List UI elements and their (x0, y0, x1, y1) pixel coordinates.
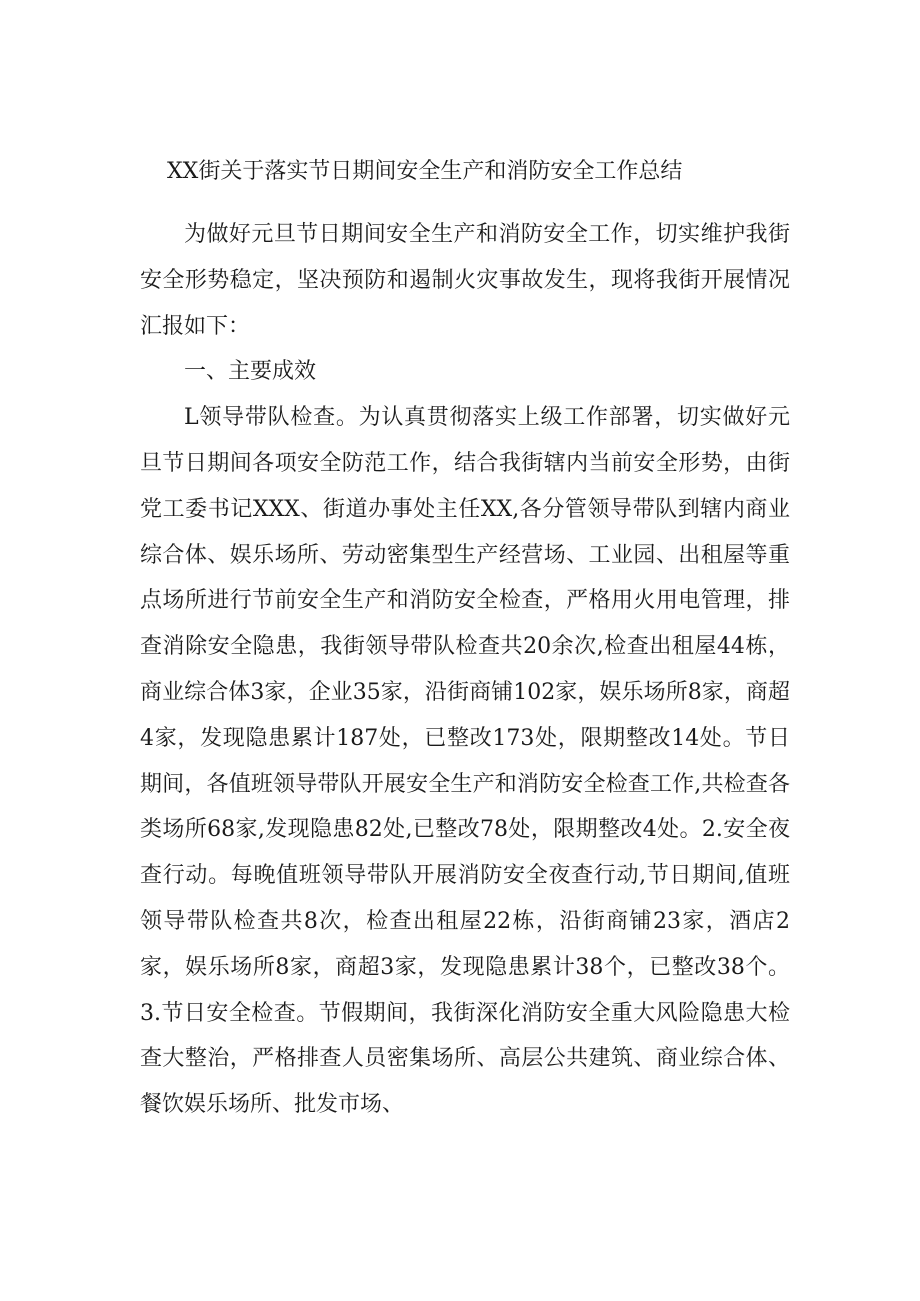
document-title: XX街关于落实节日期间安全生产和消防安全工作总结 (167, 159, 683, 184)
paragraph-inspection-details: L领导带队检查。为认真贯彻落实上级工作部署，切实做好元旦节日期间各项安全防范工作，结合我街辖内当前安全形势，由街党工委书记XXX、街道办事处主任XX,各分管领导带队到辖内商业综合体、娱乐场所、劳动密集型生产经营场、工业园、出租屋等重点场所进行节前安全生产和消防安全检查，严格用火用电管理，排查消除安全隐患，我街领导带队检查共20余次,检查出租屋44栋，商业综合体3家，企业35家，沿街商铺102家，娱乐场所8家，商超4家，发现隐患累计187处，已整改173处，限期整改14处。节日期间，各值班领导带队开展安全生产和消防安全检查工作,共检查各类场所68家,发现隐患82处,已整改78处，限期整改4处。2.安全夜查行动。每晚值班领导带队开展消防安全夜查行动,节日期间,值班领导带队检查共8次，检查出租屋22栋，沿街商铺23家，酒店2家，娱乐场所8家，商超3家，发现隐患累计38个，已整改38个。3.节日安全检查。节假期间，我街深化消防安全重大风险隐患大检查大整治，严格排查人员密集场所、高层公共建筑、商业综合体、餐饮娱乐场所、批发市场、 (140, 405, 790, 1118)
paragraph-intro: 为做好元旦节日期间安全生产和消防安全工作，切实维护我街安全形势稳定，坚决预防和遏制火灾事故发生，现将我街开展情况汇报如下： (140, 222, 790, 339)
section-heading-main-results: 一、主要成效 (184, 359, 317, 385)
document-body (140, 212, 790, 1128)
